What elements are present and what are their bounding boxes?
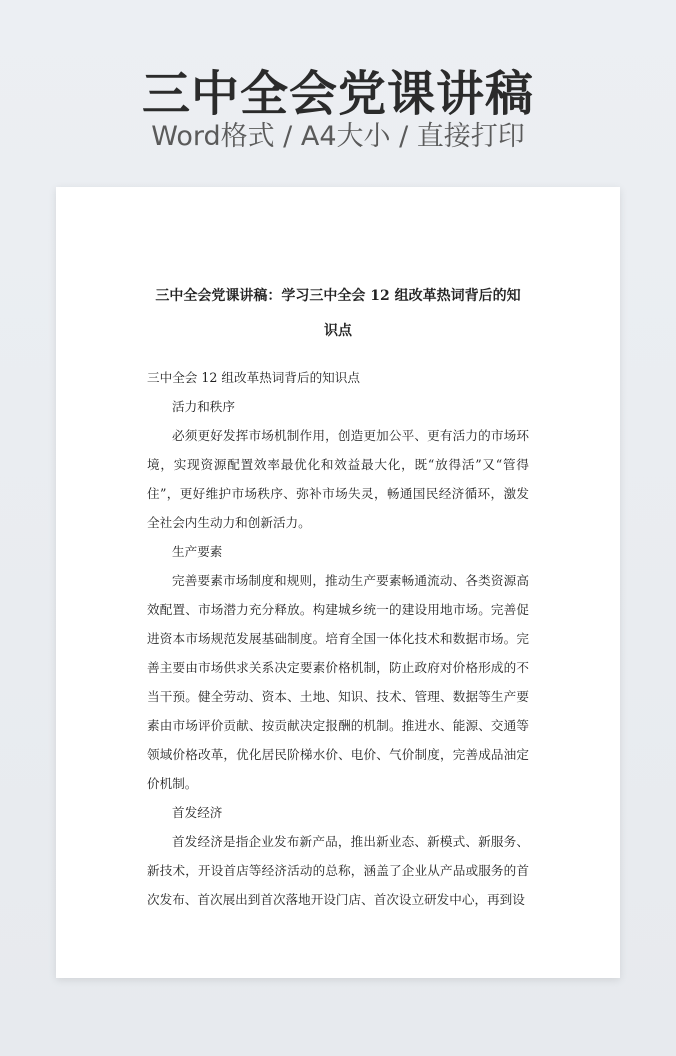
section-paragraph: 必须更好发挥市场机制作用，创造更加公平、更有活力的市场环境，实现资源配置效率最优化和效益最大化，既“放得活”又“管得住”，更好维护市场秩序、弥补市场失灵，畅通国民经济循环，激发全社会内生动力和创新活力。 (147, 428, 529, 530)
section-paragraph: 首发经济是指企业发布新产品，推出新业态、新模式、新服务、新技术，开设首店等经济活动的总称，涵盖了企业从产品或服务的首次发布、首次展出到首次落地开设门店、首次设立研发中心，再到设 (147, 834, 529, 907)
section-heading: 生产要素 (172, 544, 223, 559)
banner-title: 三中全会党课讲稿 (141, 66, 534, 122)
section-paragraph: 完善要素市场制度和规则，推动生产要素畅通流动、各类资源高效配置、市场潜力充分释放。构建城乡统一的建设用地市场。完善促进资本市场规范发展基础制度。培育全国一体化技术和数据市场。完善主要由市场供求关系决定要素价格机制，防止政府对价格形成的不当干预。健全劳动、资本、土地、知识、技术、管理、数据等生产要素由市场评价贡献、按贡献决定报酬的机制。推进水、能源、交通等领域价格改革，优化居民阶梯水价、电价、气价制度，完善成品油定价机制。 (147, 573, 529, 791)
document-subtitle: 三中全会 12 组改革热词背后的知识点 (147, 370, 360, 385)
section-heading: 活力和秩序 (172, 399, 235, 414)
banner-subtitle: Word格式 / A4大小 / 直接打印 (151, 121, 525, 152)
document-page (56, 187, 620, 978)
document-title (147, 279, 529, 349)
document-title-line-2: 识点 (324, 323, 352, 339)
banner (0, 0, 676, 180)
document-title-line-1: 三中全会党课讲稿：学习三中全会 12 组改革热词背后的知 (155, 288, 521, 304)
section-heading: 首发经济 (172, 805, 223, 820)
document-content (147, 279, 529, 914)
